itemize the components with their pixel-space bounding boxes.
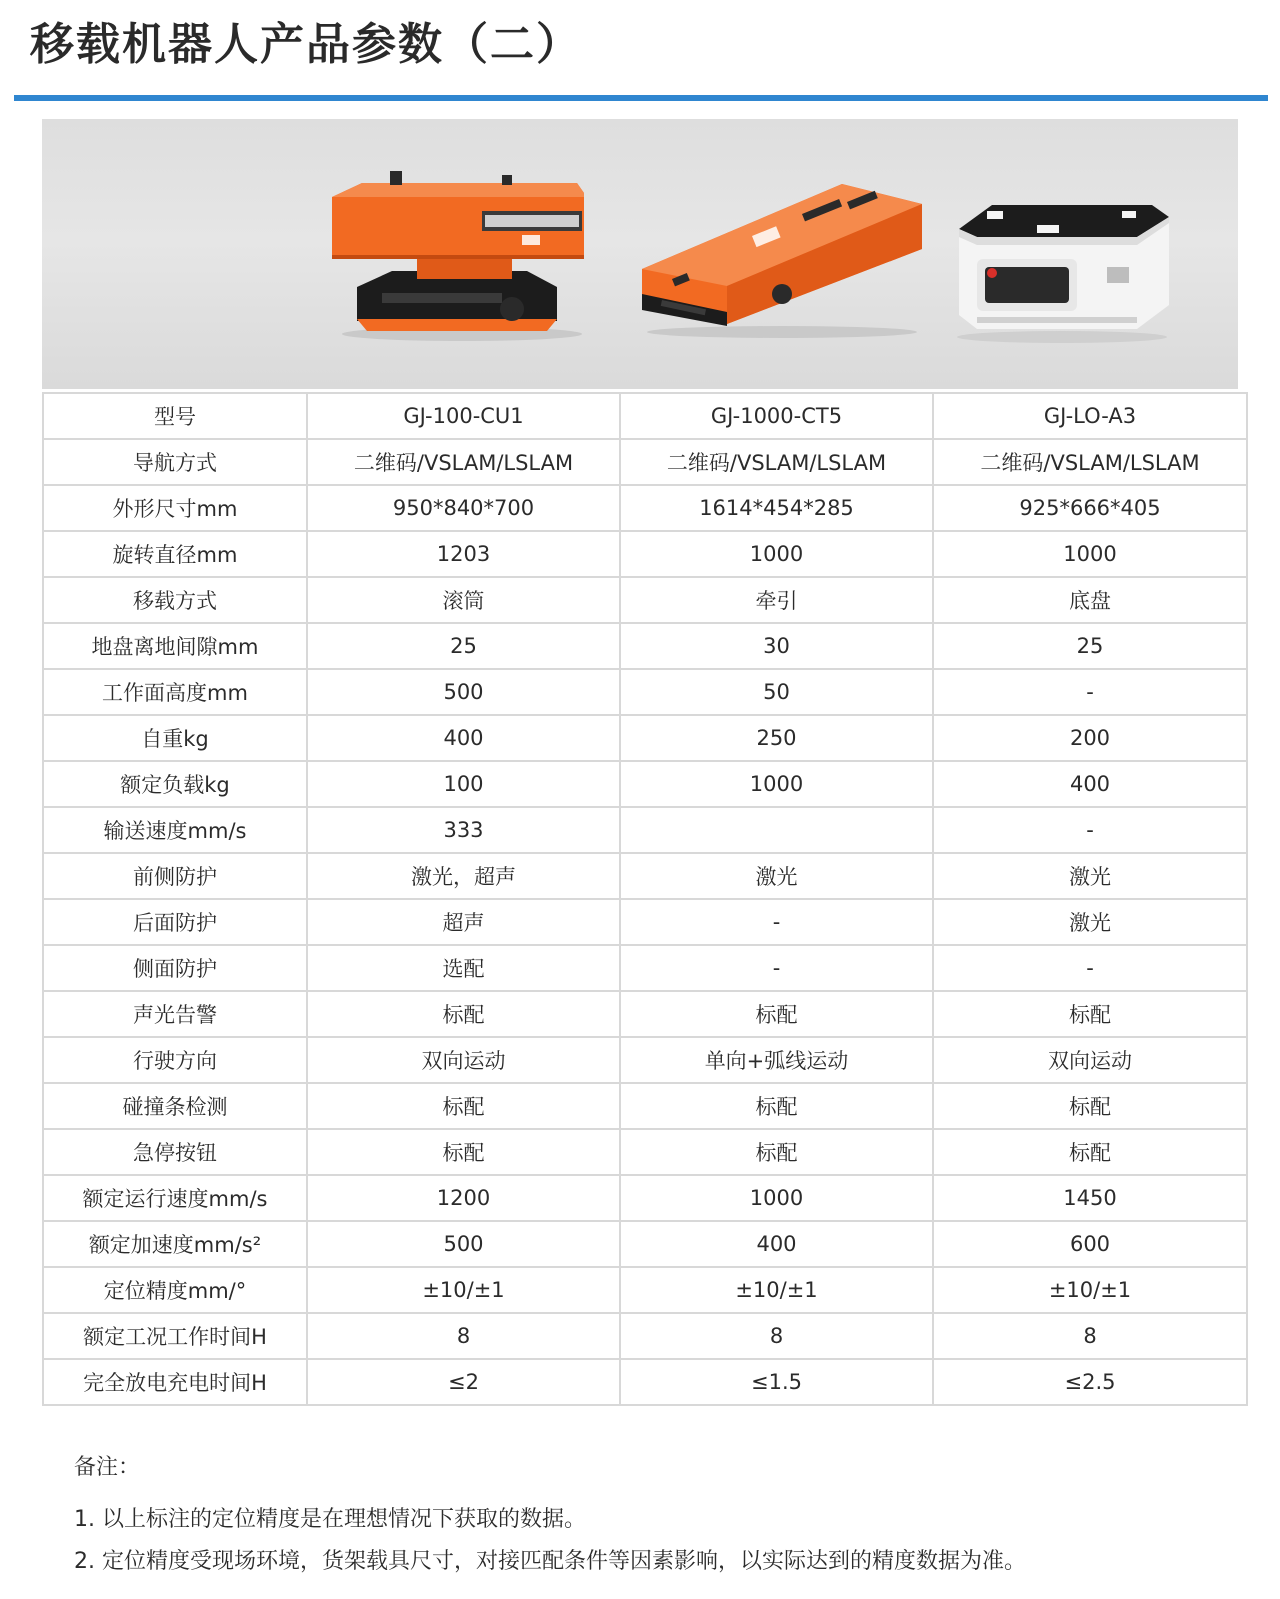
spec-label-cell: 外形尺寸mm: [44, 486, 306, 530]
spec-value-cell: 牵引: [621, 578, 932, 622]
spec-label-cell: 额定负载kg: [44, 762, 306, 806]
spec-value-cell: ±10/±1: [934, 1268, 1246, 1312]
spec-label-cell: 定位精度mm/°: [44, 1268, 306, 1312]
spec-label-cell: 导航方式: [44, 440, 306, 484]
spec-value-cell: 925*666*405: [934, 486, 1246, 530]
spec-value-cell: ≤1.5: [621, 1360, 932, 1404]
table-row: [44, 1038, 1246, 1082]
spec-value-cell: 1450: [934, 1176, 1246, 1220]
spec-value-cell: -: [621, 946, 932, 990]
spec-value-cell: 底盘: [934, 578, 1246, 622]
table-row: [44, 1360, 1246, 1404]
spec-value-cell: 标配: [934, 992, 1246, 1036]
spec-value-cell: 标配: [621, 1084, 932, 1128]
spec-value-cell: 滚筒: [308, 578, 619, 622]
spec-value-cell: 激光，超声: [308, 854, 619, 898]
spec-value-cell: 单向+弧线运动: [621, 1038, 932, 1082]
spec-value-cell: 200: [934, 716, 1246, 760]
spec-value-cell: 超声: [308, 900, 619, 944]
spec-label-cell: 后面防护: [44, 900, 306, 944]
spec-value-cell: GJ-LO-A3: [934, 394, 1246, 438]
spec-value-cell: 1000: [621, 532, 932, 576]
spec-value-cell: 激光: [621, 854, 932, 898]
spec-value-cell: 1000: [621, 1176, 932, 1220]
spec-value-cell: 1200: [308, 1176, 619, 1220]
table-row: [44, 1084, 1246, 1128]
title-divider: [14, 95, 1268, 101]
spec-value-cell: 1000: [621, 762, 932, 806]
spec-value-cell: 激光: [934, 900, 1246, 944]
table-row: [44, 578, 1246, 622]
spec-value-cell: 500: [308, 670, 619, 714]
spec-value-cell: 标配: [308, 1084, 619, 1128]
note-item-1: 1. 以上标注的定位精度是在理想情况下获取的数据。: [74, 1507, 586, 1532]
spec-value-cell: 二维码/VSLAM/LSLAM: [308, 440, 619, 484]
spec-label-cell: 碰撞条检测: [44, 1084, 306, 1128]
spec-label-cell: 移载方式: [44, 578, 306, 622]
spec-value-cell: 25: [934, 624, 1246, 668]
spec-table-body: [44, 394, 1246, 1404]
spec-value-cell: -: [621, 900, 932, 944]
table-row: [44, 486, 1246, 530]
spec-value-cell: 选配: [308, 946, 619, 990]
spec-value-cell: [621, 808, 932, 852]
spec-value-cell: 600: [934, 1222, 1246, 1266]
table-row: [44, 624, 1246, 668]
spec-value-cell: ±10/±1: [621, 1268, 932, 1312]
spec-value-cell: GJ-1000-CT5: [621, 394, 932, 438]
spec-label-cell: 急停按钮: [44, 1130, 306, 1174]
table-row: [44, 1314, 1246, 1358]
spec-label-cell: 自重kg: [44, 716, 306, 760]
robot-gj-lo-a3-photo: [947, 197, 1177, 347]
spec-value-cell: 二维码/VSLAM/LSLAM: [934, 440, 1246, 484]
spec-value-cell: 30: [621, 624, 932, 668]
spec-label-cell: 输送速度mm/s: [44, 808, 306, 852]
spec-label-cell: 前侧防护: [44, 854, 306, 898]
spec-value-cell: -: [934, 670, 1246, 714]
table-row: [44, 670, 1246, 714]
table-row: [44, 854, 1246, 898]
table-row: [44, 900, 1246, 944]
spec-value-cell: 激光: [934, 854, 1246, 898]
table-row: [44, 808, 1246, 852]
spec-value-cell: 8: [621, 1314, 932, 1358]
spec-label-cell: 旋转直径mm: [44, 532, 306, 576]
table-row: [44, 532, 1246, 576]
spec-label-cell: 额定加速度mm/s²: [44, 1222, 306, 1266]
spec-label-cell: 地盘离地间隙mm: [44, 624, 306, 668]
spec-label-cell: 完全放电充电时间H: [44, 1360, 306, 1404]
notes-section: [74, 1453, 1254, 1589]
spec-table: [42, 392, 1248, 1406]
spec-value-cell: 25: [308, 624, 619, 668]
spec-value-cell: 标配: [308, 1130, 619, 1174]
spec-value-cell: 1000: [934, 532, 1246, 576]
table-row: [44, 1222, 1246, 1266]
robot-gj-1000-ct5-photo: [632, 174, 932, 344]
spec-value-cell: 950*840*700: [308, 486, 619, 530]
spec-value-cell: 100: [308, 762, 619, 806]
spec-value-cell: 1203: [308, 532, 619, 576]
spec-value-cell: -: [934, 946, 1246, 990]
spec-value-cell: 标配: [308, 992, 619, 1036]
spec-value-cell: 400: [934, 762, 1246, 806]
spec-value-cell: 250: [621, 716, 932, 760]
table-row: [44, 992, 1246, 1036]
spec-value-cell: 8: [308, 1314, 619, 1358]
spec-label-cell: 工作面高度mm: [44, 670, 306, 714]
spec-value-cell: 500: [308, 1222, 619, 1266]
spec-value-cell: 标配: [621, 1130, 932, 1174]
spec-value-cell: 标配: [934, 1084, 1246, 1128]
page-title: 移载机器人产品参数（二）: [30, 19, 582, 70]
table-row: [44, 1268, 1246, 1312]
table-row: [44, 946, 1246, 990]
spec-value-cell: 8: [934, 1314, 1246, 1358]
table-row: [44, 716, 1246, 760]
spec-value-cell: 双向运动: [308, 1038, 619, 1082]
spec-label-cell: 声光告警: [44, 992, 306, 1036]
spec-value-cell: 标配: [934, 1130, 1246, 1174]
spec-value-cell: GJ-100-CU1: [308, 394, 619, 438]
spec-value-cell: 二维码/VSLAM/LSLAM: [621, 440, 932, 484]
table-row: [44, 762, 1246, 806]
product-photo-banner: [42, 119, 1238, 389]
spec-value-cell: 双向运动: [934, 1038, 1246, 1082]
spec-value-cell: ≤2: [308, 1360, 619, 1404]
spec-value-cell: 1614*454*285: [621, 486, 932, 530]
spec-label-cell: 额定工况工作时间H: [44, 1314, 306, 1358]
spec-value-cell: 400: [621, 1222, 932, 1266]
table-row: [44, 1176, 1246, 1220]
table-row: [44, 1130, 1246, 1174]
spec-label-cell: 侧面防护: [44, 946, 306, 990]
spec-value-cell: 标配: [621, 992, 932, 1036]
note-item-2: 2. 定位精度受现场环境，货架载具尺寸，对接匹配条件等因素影响，以实际达到的精度数据为准。: [74, 1549, 1026, 1574]
spec-label-cell: 行驶方向: [44, 1038, 306, 1082]
spec-value-cell: -: [934, 808, 1246, 852]
spec-value-cell: ≤2.5: [934, 1360, 1246, 1404]
table-row: [44, 394, 1246, 438]
notes-heading: 备注：: [74, 1455, 141, 1480]
spec-label-cell: 型号: [44, 394, 306, 438]
spec-label-cell: 额定运行速度mm/s: [44, 1176, 306, 1220]
spec-value-cell: 333: [308, 808, 619, 852]
spec-value-cell: ±10/±1: [308, 1268, 619, 1312]
spec-value-cell: 50: [621, 670, 932, 714]
spec-value-cell: 400: [308, 716, 619, 760]
robot-gj-100-cu1-photo: [322, 169, 597, 344]
table-row: [44, 440, 1246, 484]
